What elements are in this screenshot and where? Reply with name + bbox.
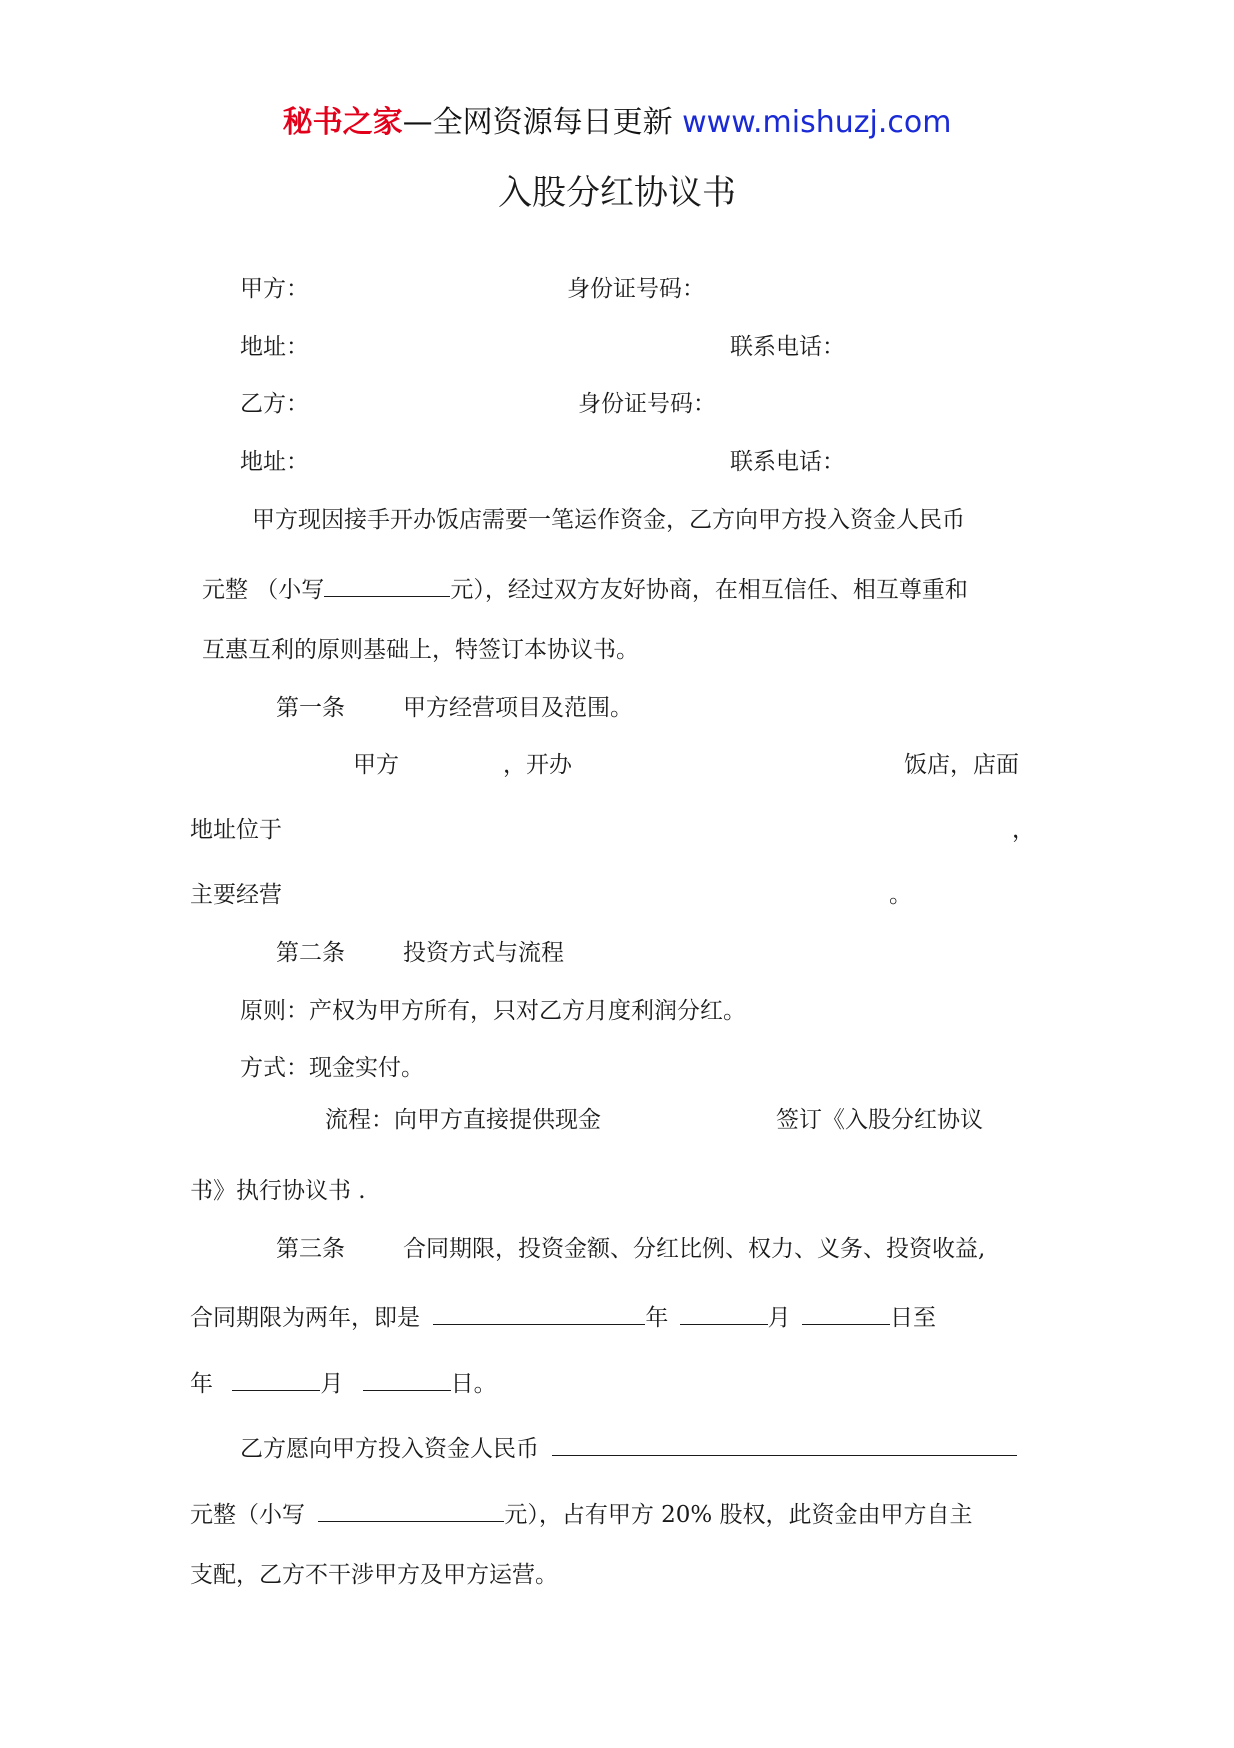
party-b-phone-label: 联系电话： <box>730 449 845 475</box>
site-banner <box>0 105 1234 140</box>
article-1-line-1a: 甲方 <box>353 752 399 778</box>
invest-small-label: 元整（小写 <box>190 1502 305 1528</box>
article-2-principle: 原则：产权为甲方所有，只对乙方月度利润分红。 <box>240 998 746 1024</box>
article-3-term-line <box>190 1302 936 1330</box>
term-end-day-label: 日。 <box>450 1371 497 1397</box>
intro-line-3: 互惠互利的原则基础上，特签订本协议书。 <box>202 637 639 663</box>
article-2-flow-b: 签订《入股分红协议 <box>776 1107 983 1133</box>
term-year-label: 年 <box>645 1305 669 1331</box>
document-title: 入股分红协议书 <box>498 173 736 213</box>
article-1-line-2b: ， <box>1012 817 1035 843</box>
article-2-flow-a: 流程：向甲方直接提供现金 <box>325 1107 601 1133</box>
article-2-method: 方式：现金实付。 <box>240 1055 424 1081</box>
intro-line-2-rest: 元），经过双方友好协商，在相互信任、相互尊重和 <box>450 577 968 603</box>
article-3-invest-line-1 <box>240 1433 1017 1461</box>
article-3-number: 第三条 <box>276 1236 345 1262</box>
term-day-to-label: 日至 <box>889 1305 936 1331</box>
article-1-line-2a: 地址位于 <box>190 817 282 843</box>
banner-url-link[interactable]: www.mishuzj.com <box>682 105 952 140</box>
intro-amount-blank <box>324 574 450 597</box>
article-3-term-end-line <box>190 1368 497 1396</box>
article-1-line-1b: ，开办 <box>503 752 572 778</box>
invest-amount-blank <box>552 1433 1017 1456</box>
party-b-id-label: 身份证号码： <box>578 391 716 417</box>
term-label: 合同期限为两年，即是 <box>190 1305 420 1331</box>
party-b-label: 乙方： <box>240 391 309 417</box>
article-3-invest-line-2 <box>190 1499 973 1527</box>
article-1-heading: 甲方经营项目及范围。 <box>403 695 633 721</box>
invest-label: 乙方愿向甲方投入资金人民币 <box>240 1436 539 1462</box>
article-3-invest-line-3: 支配，乙方不干涉甲方及甲方运营。 <box>190 1562 558 1588</box>
article-3-heading: 合同期限，投资金额、分红比例、权力、义务、投资收益, <box>403 1236 986 1262</box>
article-2-flow-c: 书》执行协议书 . <box>190 1178 366 1204</box>
article-2-heading: 投资方式与流程 <box>403 940 564 966</box>
intro-line-2 <box>202 574 968 602</box>
article-1-line-1c: 饭店，店面 <box>904 752 1019 778</box>
intro-line-1: 甲方现因接手开办饭店需要一笔运作资金，乙方向甲方投入资金人民币 <box>252 507 965 533</box>
article-1-line-3a: 主要经营 <box>190 882 282 908</box>
party-a-address-label: 地址： <box>240 334 309 360</box>
term-start-month-blank <box>680 1302 768 1325</box>
term-start-day-blank <box>802 1302 890 1325</box>
term-end-year-label: 年 <box>190 1371 213 1397</box>
term-end-day-blank <box>363 1368 451 1391</box>
party-b-address-label: 地址： <box>240 449 309 475</box>
article-2-number: 第二条 <box>276 940 345 966</box>
term-end-month-blank <box>232 1368 320 1391</box>
invest-equity-text: 元），占有甲方 20% 股权，此资金由甲方自主 <box>504 1502 973 1528</box>
party-a-id-label: 身份证号码： <box>567 276 705 302</box>
article-1-line-3b: 。 <box>889 882 912 908</box>
party-a-phone-label: 联系电话： <box>730 334 845 360</box>
term-end-month-label: 月 <box>320 1371 344 1397</box>
banner-brand: 秘书之家 <box>282 105 403 140</box>
article-1-number: 第一条 <box>276 695 345 721</box>
term-month-label: 月 <box>767 1305 791 1331</box>
party-a-label: 甲方： <box>240 276 309 302</box>
banner-slogan: —全网资源每日更新 <box>402 105 673 140</box>
invest-small-blank <box>318 1499 504 1522</box>
term-start-year-blank <box>433 1302 645 1325</box>
intro-amount-label: 元整 （小写 <box>202 577 325 603</box>
